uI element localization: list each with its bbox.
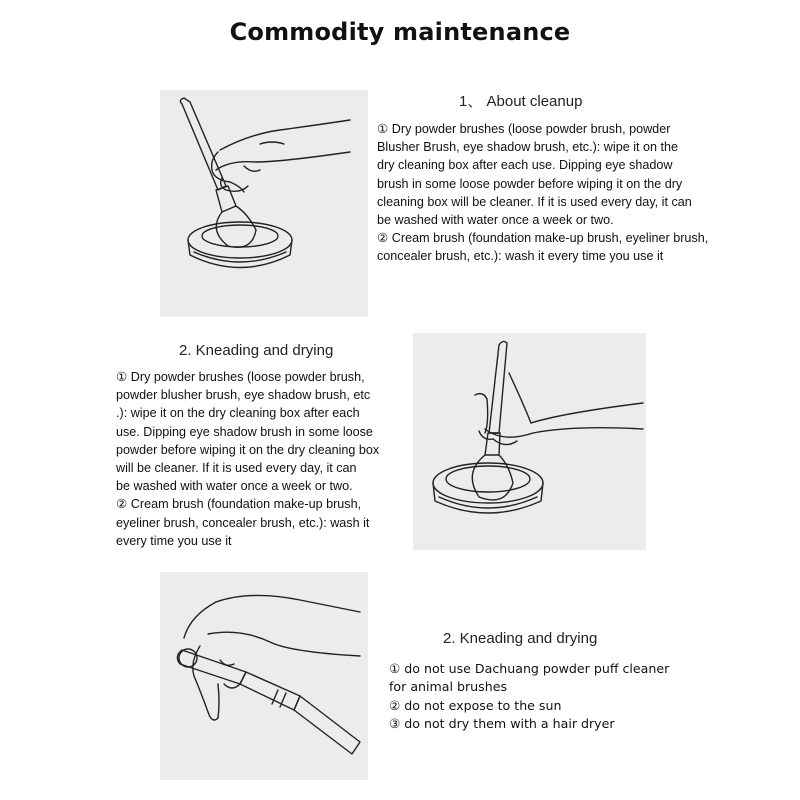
section2-text [116,368,379,550]
section3-heading: 2. Kneading and drying [443,630,598,647]
page-title: Commodity maintenance [229,18,571,46]
section3-line: ② do not expose to the sun [389,697,562,713]
brush-cleaning-box-illustration [160,90,368,317]
section2-line: .): wipe it on the dry cleaning box after each [116,406,360,421]
section1-heading: 1、 About cleanup [459,93,583,110]
section1-line: be washed with water once a week or two. [377,213,614,228]
section2-line: powder blusher brush, eye shadow brush, etc [116,388,371,403]
section2-line: use. Dipping eye shadow brush in some loose [116,424,373,439]
section2-line: every time you use it [116,533,232,548]
section3-line: ① do not use Dachuang powder puff cleaner [389,661,670,676]
section1-line: cleaning box will be cleaner. If it is used every day, it can [377,194,692,209]
section1-line: ② Cream brush (foundation make-up brush, eyeliner brush, [377,231,709,246]
section1-line: concealer brush, etc.): wash it every time you use it [377,249,664,264]
section1-line: Blusher Brush, eye shadow brush, etc.): wipe it on the [377,140,679,155]
section1-text [377,120,708,266]
section2-line: will be cleaner. If it is used every day, it can [116,461,357,476]
hand-holding-brush-illustration [160,572,368,780]
section2-line: ① Dry powder brushes (loose powder brush, [116,370,365,384]
section2-line: be washed with water once a week or two. [116,479,353,494]
section2-line: ② Cream brush (foundation make-up brush, [116,497,362,512]
section3-text [389,660,669,733]
section2-line: powder before wiping it on the dry cleaning box [116,442,380,457]
section2-heading: 2. Kneading and drying [179,342,334,359]
section3-line: for animal brushes [389,679,508,695]
section1-line: ① Dry powder brushes (loose powder brush, powder [377,122,671,136]
brush-dipping-illustration [413,333,646,550]
section1-line: dry cleaning box after each use. Dipping eye shadow [377,158,673,173]
section2-line: eyeliner brush, concealer brush, etc.): wash it [116,515,370,530]
section3-line: ③ do not dry them with a hair dryer [389,715,615,731]
section1-line: brush in some loose powder before wiping it on the dry [377,176,683,191]
